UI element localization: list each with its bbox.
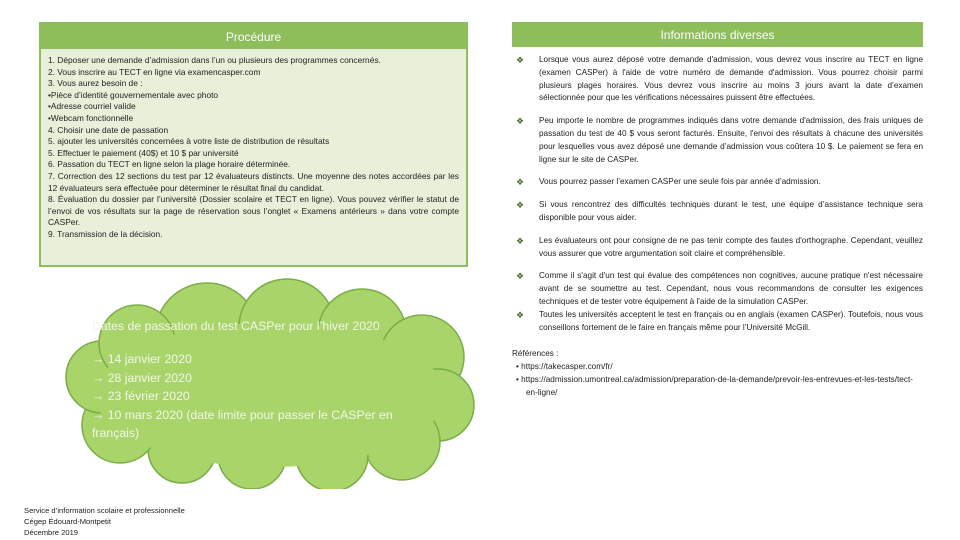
diamond-bullet-icon: ❖ [516, 116, 525, 127]
info-item-text: Les évaluateurs ont pour consigne de ne pas tenir compte des fautes d'orthographe. Cependant, veuillez vous assurer que votre argumentation soit claire et compréhensible. [539, 235, 923, 258]
procedure-step: •Adresse courriel valide [48, 101, 136, 112]
reference-link[interactable]: • https://takecasper.com/fr/ [516, 362, 613, 372]
procedure-title: Procédure [41, 24, 466, 49]
diamond-bullet-icon: ❖ [516, 200, 525, 211]
info-item [512, 309, 923, 335]
date-item: → 10 mars 2020 (date limite pour passer le CASPer en français) [92, 407, 393, 440]
info-item [512, 235, 923, 261]
info-item [512, 54, 923, 105]
footer-service: Service d’information scolaire et professionnelle [24, 506, 185, 515]
date-item: → 28 janvier 2020 [92, 370, 192, 385]
info-item [512, 176, 923, 189]
info-item-text: Vous pourrez passer l’examen CASPer une seule fois par année d’admission. [539, 177, 821, 187]
diamond-bullet-icon: ❖ [516, 235, 525, 246]
info-panel [512, 22, 923, 400]
info-item [512, 270, 923, 308]
procedure-steps [41, 49, 466, 241]
diamond-bullet-icon: ❖ [516, 271, 525, 282]
info-item [512, 115, 923, 166]
date-item: → 14 janvier 2020 [92, 352, 192, 366]
dates-cloud [62, 277, 482, 489]
procedure-step: 5. Effectuer le paiement (40$) et 10 $ par université [48, 147, 239, 158]
references [512, 348, 923, 399]
procedure-step: •Pièce d’identité gouvernementale avec photo [48, 89, 219, 100]
procedure-step: 6. Passation du TECT en ligne selon la plage horaire déterminée. [48, 159, 291, 170]
procedure-step: 9. Transmission de la décision. [48, 228, 163, 239]
dates-list [92, 350, 432, 443]
reference-link[interactable]: • https://admission.umontreal.ca/admission/preparation-de-la-demande/prevoir-les-entrevues-et-les-tests/tect-en-ligne/ [516, 374, 913, 397]
date-item: → 23 février 2020 [92, 389, 190, 403]
dates-title: Dates de passation du test CASPer pour l’hiver 2020 [92, 319, 380, 333]
procedure-panel [39, 22, 468, 267]
info-item [512, 199, 923, 225]
footer-institution: Cégep Édouard-Montpetit [24, 517, 111, 526]
diamond-bullet-icon: ❖ [516, 177, 525, 188]
procedure-step: 4. Choisir une date de passation [48, 124, 169, 135]
diamond-bullet-icon: ❖ [516, 55, 525, 65]
footer-date: Décembre 2019 [24, 528, 79, 537]
diamond-bullet-icon: ❖ [516, 309, 525, 320]
procedure-step: 7. Correction des 12 sections du test par 12 évaluateurs distincts. Une moyenne des notes accordées par les 12 évaluateurs sera effectuée pour déterminer le résultat final du candidat. [48, 170, 459, 193]
info-list [512, 54, 923, 334]
procedure-step: 3. Vous aurez besoin de : [48, 78, 143, 89]
info-item-text: Lorsque vous aurez déposé votre demande d'admission, vous devrez vous inscrire au TECT en ligne (examen CASPer) à l'aide de votre numéro de demande d'admission. Vous pourrez choisir parmi plusieurs plages horaires. Vous devrez vous inscrire au moins 3 jours avant la date d’examen sélectionnée pour que les vérifications nécessaires puissent être effectuées. [539, 55, 923, 103]
info-item-text: Toutes les universités acceptent le test en français ou en anglais (examen CASPer). Toutefois, nous vous conseillons fortement de le faire en français même pour l’Université McGill. [539, 309, 923, 332]
references-title: Références : [512, 349, 559, 359]
procedure-step: 1. Déposer une demande d’admission dans l’un ou plusieurs des programmes concernés. [48, 55, 381, 65]
info-title: Informations diverses [512, 22, 923, 47]
procedure-step: 5. ajouter les universités concernées à votre liste de distribution de résultats [48, 136, 330, 147]
info-item-text: Si vous rencontrez des difficultés techniques durant le test, une équipe d’assistance technique sera disponible pour vous aider. [539, 200, 923, 222]
procedure-step: 8. Évaluation du dossier par l’université (Dossier scolaire et TECT en ligne). Vous pouvez vérifier le statut de l’envoi de vos résultats sur la page de réservation sous l’onglet « Examens antérieurs » dans votre compte CASPer. [48, 194, 459, 228]
procedure-step: 2. Vous inscrire au TECT en ligne via examencasper.com [48, 66, 261, 77]
info-item-text: Comme il s'agit d'un test qui évalue des compétences non cognitives, aucune pratique n'est nécessaire avant de se soumettre au test. Cependant, nous vous recommandons de consulter les exigences techniques et de tester votre équipement à l'aide de la simulation CASPer. [539, 271, 923, 306]
info-item-text: Peu importe le nombre de programmes indiqués dans votre demande d'admission, des frais uniques de passation du test de 40 $ vous seront facturés. Ensuite, l'envoi des résultats à chacune des universités pour lesquelles vous avez déposé une demande d’admission vous coûtera 10 $. Le paiement se fera en ligne sur le site de CASPer. [539, 116, 923, 164]
footer [24, 505, 185, 538]
procedure-step: •Webcam fonctionnelle [48, 112, 134, 123]
